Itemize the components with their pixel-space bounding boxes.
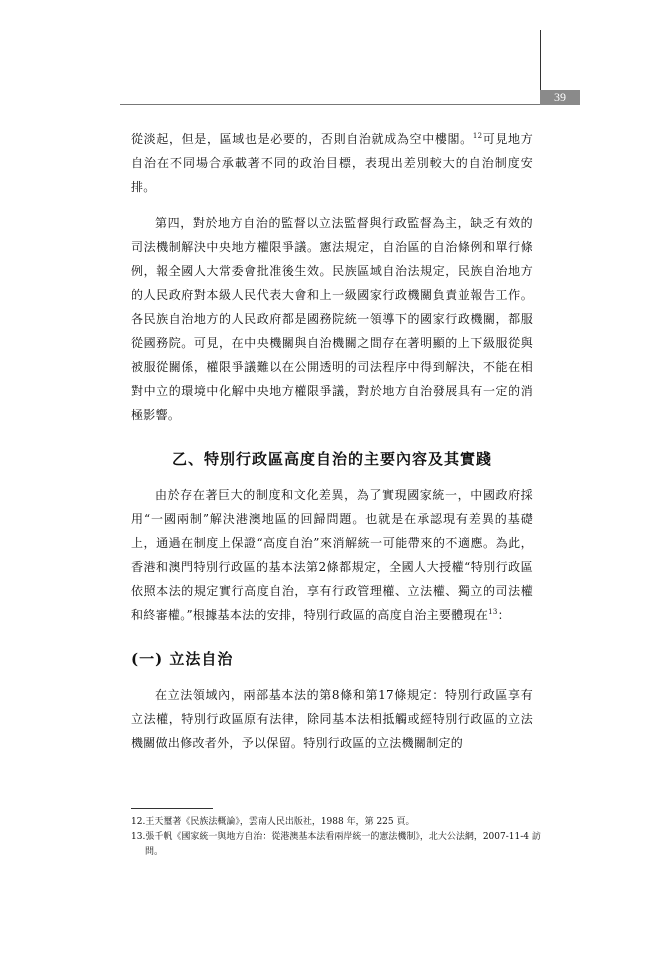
header-vertical-line (540, 30, 541, 98)
page-body (131, 127, 533, 755)
header-rule (120, 104, 540, 105)
paragraph-4: 在立法領域內，兩部基本法的第8條和第17條規定：特別行政區享有立法權，特別行政區原有法律，除同基本法相抵觸或經特別行政區的立法機關做出修改者外，予以保留。特別行政區的立法機關制定的 (131, 688, 533, 750)
paragraph-1: 從淡起，但是，區域也是必要的，否則自治就成為空中樓閣。$^{12}$可見地方自治在不同場合承載著不同的政治目標，表現出差別較大的自治制度安排。 (131, 132, 534, 194)
footnote-rule (131, 808, 213, 809)
footnote-ref-12[interactable]: 12 (472, 132, 483, 140)
footnote-13: 13.張千帆《國家統一與地方自治：從港澳基本法看兩岸統一的憲法機制》，北大公法網，2007-11-4 訪問。 (131, 832, 541, 857)
footnotes (131, 815, 541, 860)
paragraph-3: 由於存在著巨大的制度和文化差異，為了實現國家統一，中國政府採用“一國兩制”解決港澳地區的回歸問題。也就是在承認現有差異的基礎上，通過在制度上保證“高度自治”來消解統一可能帶來的不適應。為此，香港和澳門特別行政區的基本法第2條都規定，全國人大授權“特別行政區依照本法的規定實行高度自治，享有行政管理權、立法權、獨立的司法權和終審權。”根據基本法的安排，特別行政區的高度自治主要體現在$^{13}$： (131, 488, 533, 622)
paragraph-2: 第四，對於地方自治的監督以立法監督與行政監督為主，缺乏有效的司法機制解決中央地方權限爭議。憲法規定，自治區的自治條例和單行條例，報全國人大常委會批准後生效。民族區域自治法規定，民族自治地方的人民政府對本級人民代表大會和上一級國家行政機關負責並報告工作。各民族自治地方的人民政府都是國務院統一領導下的國家行政機關，都服從國務院。可見，在中央機關與自治機關之間存在著明顯的上下級服從與被服從關係，權限爭議難以在公開透明的司法程序中得到解決，不能在相對中立的環境中化解中央地方權限爭議，對於地方自治發展具有一定的消極影響。 (131, 216, 533, 422)
page-number: 39 (540, 90, 580, 105)
footnote-ref-13[interactable]: 13 (488, 608, 498, 616)
subsection-heading: (一) 立法自治 (131, 650, 234, 668)
section-heading: 乙、特別行政區高度自治的主要內容及其實踐 (171, 450, 492, 468)
footnote-12: 12.王天璽著《民族法概論》，雲南人民出版社，1988 年，第 225 頁。 (131, 817, 415, 827)
